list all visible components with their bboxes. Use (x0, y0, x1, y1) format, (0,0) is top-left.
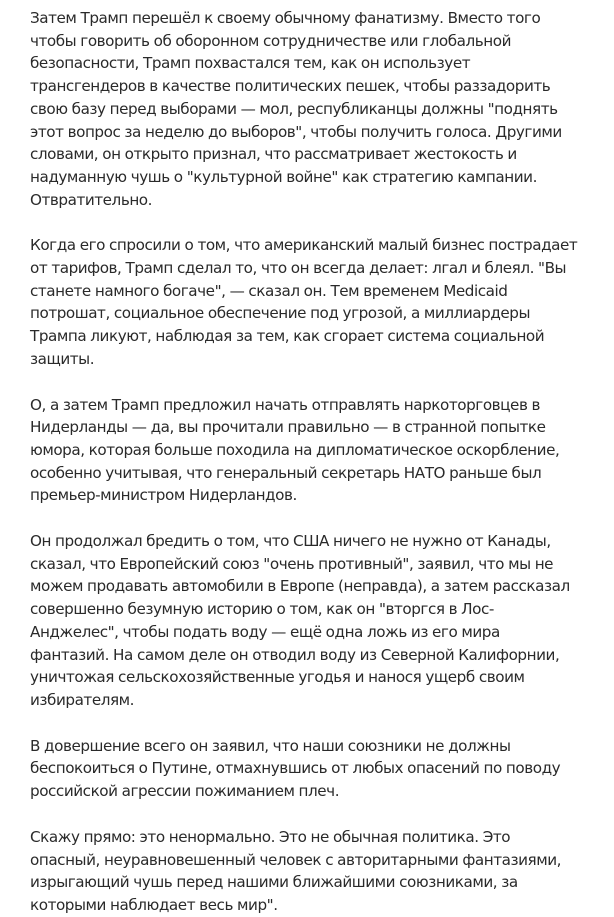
paragraph-2-line-1: Когда его спросили о том, что американский малый бизнес пострадает (30, 236, 578, 255)
paragraph-gap (30, 712, 608, 735)
paragraph-6-line-2: опасный, неуравновешенный человек с авторитарными фантазиями, (30, 850, 562, 869)
paragraph-2 (30, 234, 608, 370)
paragraph-4-line-6: фантазий. На самом деле он отводил воду из Северной Калифорнии, (30, 645, 560, 664)
paragraph-1-line-6: этот вопрос за неделю до выборов", чтобы получить голоса. Другими (30, 122, 562, 141)
paragraph-4-line-2: сказал, что Европейский союз "очень противный", заявил, что мы не (30, 554, 554, 573)
paragraph-5-line-3: российской агрессии пожиманием плеч. (30, 782, 340, 801)
paragraph-gap (30, 371, 608, 394)
paragraph-2-line-2: от тарифов, Трамп сделал то, что он всегда делает: лгал и блеял. "Вы (30, 259, 567, 278)
paragraph-6-line-1: Скажу прямо: это ненормально. Это не обычная политика. Это (30, 827, 511, 846)
paragraph-4 (30, 530, 608, 712)
paragraph-1-line-3: безопасности, Трамп похвастался тем, как он использует (30, 54, 471, 73)
paragraph-1-line-8: надуманную чушь о "культурной войне" как стратегию кампании. (30, 167, 537, 186)
paragraph-1-line-9: Отвратительно. (30, 190, 153, 209)
paragraph-6-line-3: изрыгающий чушь перед нашими ближайшими союзниками, за (30, 873, 518, 892)
paragraph-2-line-5: Трампа ликуют, наблюдая за тем, как сгорает система социальной (30, 327, 545, 346)
paragraph-1-line-7: словами, он открыто признал, что рассматривает жестокость и (30, 145, 517, 164)
paragraph-1-line-1: Затем Трамп перешёл к своему обычному фанатизму. Вместо того (30, 9, 541, 27)
paragraph-1-line-5: свою базу перед выборами — мол, республиканцы должны "поднять (30, 99, 558, 118)
paragraph-4-line-4: совершенно безумную историю о том, как он "вторгся в Лос- (30, 600, 494, 619)
paragraph-5 (30, 735, 608, 803)
paragraph-4-line-5: Анджелес", чтобы подать воду — ещё одна ложь из его мира (30, 622, 500, 641)
paragraph-5-line-2: беспокоиться о Путине, отмахнувшись от любых опасений по поводу (30, 759, 561, 778)
paragraph-6-line-4: которыми наблюдает весь мир". (30, 895, 278, 914)
paragraph-gap (30, 211, 608, 234)
paragraph-2-line-4: потрошат, социальное обеспечение под угрозой, а миллиардеры (30, 304, 530, 323)
paragraph-3-line-3: юмора, которая больше походила на дипломатическое оскорбление, (30, 440, 560, 459)
paragraph-3-line-4: особенно учитывая, что генеральный секретарь НАТО раньше был (30, 463, 542, 482)
paragraph-4-line-3: можем продавать автомобили в Европе (неправда), а затем рассказал (30, 577, 570, 596)
paragraph-1-line-2: чтобы говорить об оборонном сотрудничестве или глобальной (30, 31, 512, 50)
paragraph-4-line-8: избирателям. (30, 690, 135, 709)
paragraph-6 (30, 826, 608, 917)
paragraph-5-line-1: В довершение всего он заявил, что наши союзники не должны (30, 736, 511, 755)
paragraph-2-line-6: защиты. (30, 349, 95, 368)
paragraph-3 (30, 394, 608, 508)
paragraph-gap (30, 803, 608, 826)
paragraph-3-line-2: Нидерланды — да, вы прочитали правильно — в странной попытке (30, 418, 546, 437)
article-text (30, 7, 608, 917)
paragraph-1 (30, 7, 608, 211)
paragraph-4-line-7: уничтожая сельскохозяйственные угодья и нанося ущерб своим (30, 668, 525, 687)
paragraph-1-line-4: трансгендеров в качестве политических пешек, чтобы раззадорить (30, 77, 551, 96)
paragraph-3-line-5: премьер-министром Нидерландов. (30, 486, 297, 505)
paragraph-2-line-3: станете намного богаче", — сказал он. Тем временем Medicaid (30, 281, 508, 300)
paragraph-3-line-1: О, а затем Трамп предложил начать отправлять наркоторговцев в (30, 395, 541, 414)
paragraph-4-line-1: Он продолжал бредить о том, что США ничего не нужно от Канады, (30, 532, 551, 551)
paragraph-gap (30, 507, 608, 530)
